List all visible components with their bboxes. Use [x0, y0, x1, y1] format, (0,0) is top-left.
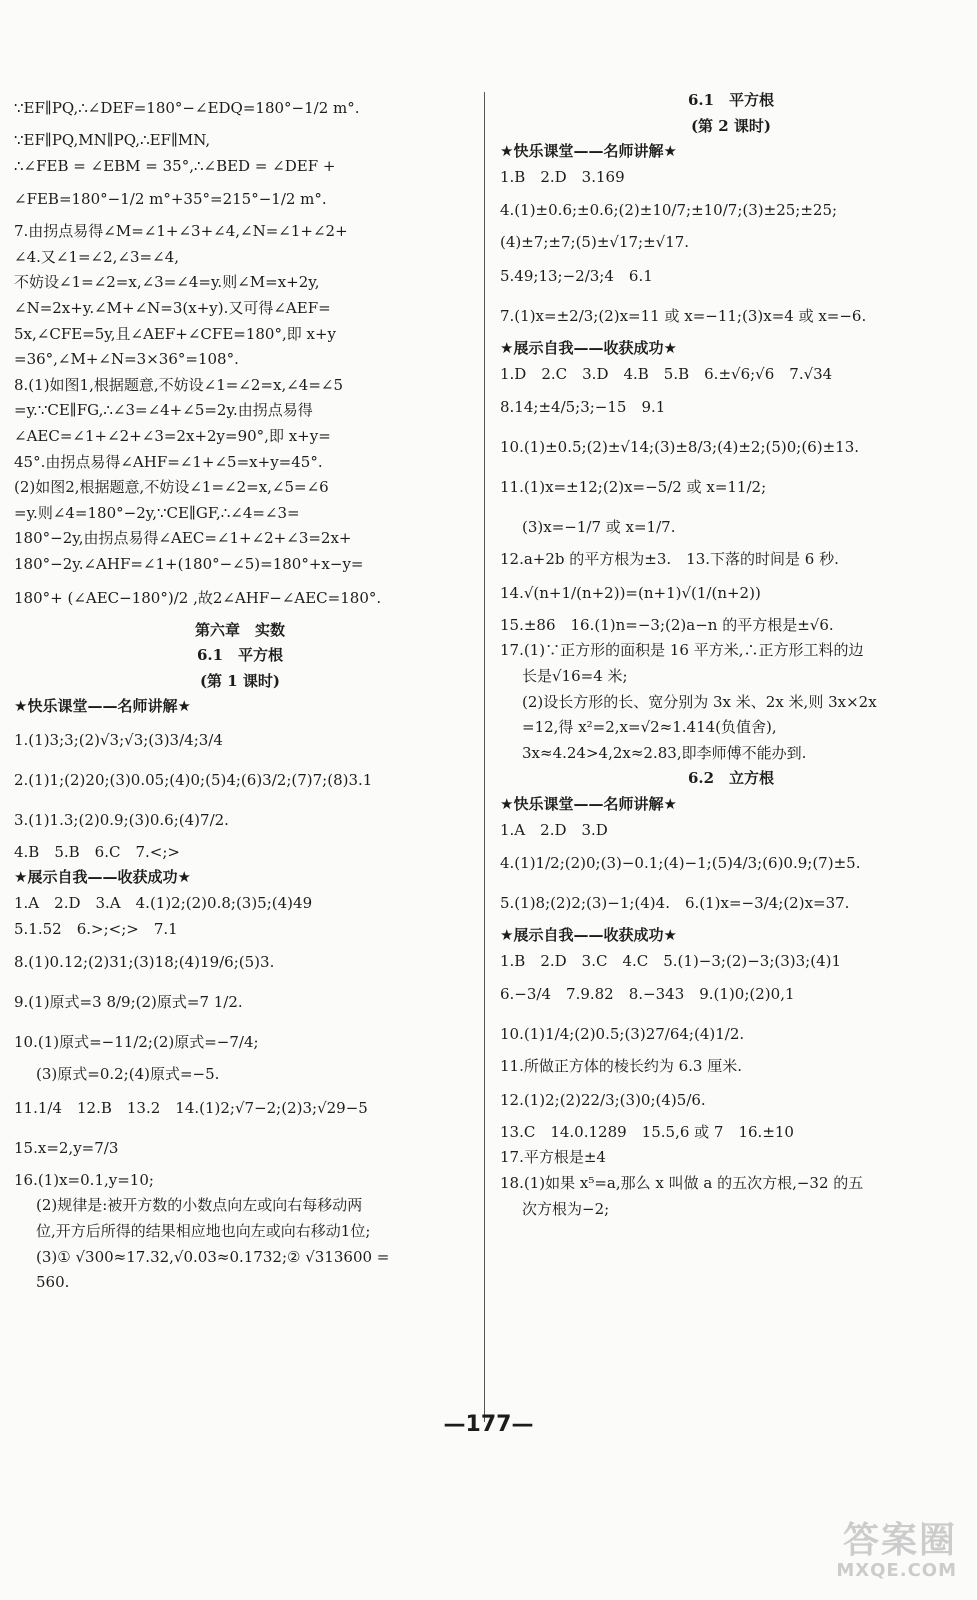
watermark-url: MXQE.COM [836, 1560, 957, 1581]
answer-line: ∠4.又∠1=∠2,∠3=∠4, [14, 247, 180, 266]
answer-line: 7.由拐点易得∠M=∠1+∠3+∠4,∠N=∠1+∠2+ [14, 222, 348, 241]
answer-line: ∠N=2x+y.∠M+∠N=3(x+y).又可得∠AEF= [14, 298, 331, 317]
answer-line: 2.(1)1;(2)20;(3)0.05;(4)0;(5)4;(6)3/2;(7)7;(8)3.1 [14, 770, 373, 789]
answer-line: ∠FEB=180°−1/2 m°+35°=215°−1/2 m°. [14, 190, 327, 209]
answer-line: 4.B 5.B 6.C 7.<;> [14, 842, 180, 861]
answer-line: 13.C 14.0.1289 15.5,6 或 7 16.±10 [500, 1122, 794, 1141]
answer-line: 7.(1)x=±2/3;(2)x=11 或 x=−11;(3)x=4 或 x=−6. [500, 306, 867, 325]
answer-line: 560. [36, 1273, 70, 1292]
answer-line: 8.(1)如图1,根据题意,不妨设∠1=∠2=x,∠4=∠5 [14, 375, 344, 394]
answer-line: 15.±86 16.(1)n=−3;(2)a−n 的平方根是±√6. [500, 615, 834, 634]
answer-line: 11.所做正方体的棱长约为 6.3 厘米. [500, 1057, 743, 1076]
answer-line: 5.1.52 6.>;<;> 7.1 [14, 919, 178, 938]
answer-line: 12.a+2b 的平方根为±3. 13.下落的时间是 6 秒. [500, 550, 839, 569]
watermark-logo [757, 1522, 957, 1586]
answer-line: 10.(1)±0.5;(2)±√14;(3)±8/3;(4)±2;(5)0;(6)±13. [500, 438, 860, 457]
answer-line: 45°.由拐点易得∠AHF=∠1+∠5=x+y=45°. [14, 452, 323, 471]
answer-line: 17.(1)∵正方形的面积是 16 平方米,∴正方形工料的边 [500, 641, 864, 660]
answer-line: 第六章 实数 [194, 620, 285, 639]
answer-line: 12.(1)2;(2)22/3;(3)0;(4)5/6. [500, 1090, 706, 1109]
answer-line: ★展示自我——收获成功★ [500, 926, 677, 945]
answer-line: (2)设长方形的长、宽分别为 3x 米、2x 米,则 3x×2x [522, 692, 877, 711]
answer-line: 15.x=2,y=7/3 [14, 1138, 119, 1157]
answer-line: 17.平方根是±4 [500, 1148, 606, 1167]
answer-line: 1.B 2.D 3.169 [500, 167, 625, 186]
answer-line: (2)如图2,根据题意,不妨设∠1=∠2=x,∠5=∠6 [14, 478, 329, 497]
answer-line: 10.(1)1/4;(2)0.5;(3)27/64;(4)1/2. [500, 1025, 745, 1044]
answer-line: 8.14;±4/5;3;−15 9.1 [500, 398, 666, 417]
answer-line: 180°−2y,由拐点易得∠AEC=∠1+∠2+∠3=2x+ [14, 529, 352, 548]
answer-line: 18.(1)如果 x⁵=a,那么 x 叫做 a 的五次方根,−32 的五 [500, 1174, 864, 1193]
answer-line: 位,开方后所得的结果相应地也向左或向右移动1位; [36, 1222, 371, 1241]
answer-line: ★快乐课堂——名师讲解★ [500, 794, 677, 813]
answer-line: (2)规律是:被开方数的小数点向左或向右每移动两 [36, 1196, 363, 1215]
page-number: —177— [443, 1412, 534, 1437]
answer-line: 4.(1)±0.6;±0.6;(2)±10/7;±10/7;(3)±25;±25; [500, 201, 838, 220]
answer-line: 10.(1)原式=−11/2;(2)原式=−7/4; [14, 1033, 259, 1052]
answer-line: =12,得 x²=2,x=√2≈1.414(负值舍), [522, 718, 777, 737]
answer-line: 9.(1)原式=3 8/9;(2)原式=7 1/2. [14, 993, 243, 1012]
answer-line: 11.(1)x=±12;(2)x=−5/2 或 x=11/2; [500, 478, 767, 497]
answer-line: 3x≈4.24>4,2x≈2.83,即李师傅不能办到. [522, 743, 807, 762]
answer-line: 1.D 2.C 3.D 4.B 5.B 6.±√6;√6 7.√34 [500, 364, 833, 383]
answer-line: ★展示自我——收获成功★ [500, 338, 677, 357]
answer-line: 3.(1)1.3;(2)0.9;(3)0.6;(4)7/2. [14, 810, 229, 829]
answer-line: =y.∵CE∥FG,∴∠3=∠4+∠5=2y.由拐点易得 [14, 401, 313, 420]
answer-line: 1.(1)3;3;(2)√3;√3;(3)3/4;3/4 [14, 730, 223, 749]
answer-line: 5x,∠CFE=5y,且∠AEF+∠CFE=180°,即 x+y [14, 324, 337, 343]
answer-line: ∴∠FEB = ∠EBM = 35°,∴∠BED = ∠DEF + [14, 156, 336, 175]
answer-line: 长是√16=4 米; [522, 666, 628, 685]
answer-line: 1.A 2.D 3.D [500, 820, 608, 839]
answer-line: (3)原式=0.2;(4)原式=−5. [36, 1065, 220, 1084]
answer-line: =y.则∠4=180°−2y,∵CE∥GF,∴∠4=∠3= [14, 503, 300, 522]
answer-line: 6.2 立方根 [687, 769, 775, 788]
answer-line: 5.(1)8;(2)2;(3)−1;(4)4. 6.(1)x=−3/4;(2)x=37. [500, 894, 850, 913]
answer-line: 4.(1)1/2;(2)0;(3)−0.1;(4)−1;(5)4/3;(6)0.9;(7)±5. [500, 854, 861, 873]
answer-line: 14.√(n+1/(n+2))=(n+1)√(1/(n+2)) [500, 583, 761, 602]
answer-line: 8.(1)0.12;(2)31;(3)18;(4)19/6;(5)3. [14, 953, 275, 972]
answer-line: 5.49;13;−2/3;4 6.1 [500, 266, 653, 285]
answer-line: 1.A 2.D 3.A 4.(1)2;(2)0.8;(3)5;(4)49 [14, 894, 313, 913]
answer-line: (3)x=−1/7 或 x=1/7. [522, 518, 676, 537]
answer-line: 11.1/4 12.B 13.2 14.(1)2;√7−2;(2)3;√29−5 [14, 1098, 368, 1117]
left-column [14, 88, 466, 1296]
column-divider [484, 92, 485, 1422]
answer-line: 6.1 平方根 [687, 91, 775, 109]
answer-line: 6.−3/4 7.9.82 8.−343 9.(1)0;(2)0,1 [500, 985, 795, 1004]
right-column [500, 88, 962, 1222]
answer-line: (4)±7;±7;(5)±√17;±√17. [500, 233, 690, 252]
answer-line: 次方根为−2; [522, 1199, 610, 1218]
answer-line: 16.(1)x=0.1,y=10; [14, 1170, 154, 1189]
answer-line: ★展示自我——收获成功★ [14, 868, 191, 887]
answer-line: ∵EF∥PQ,∴∠DEF=180°−∠EDQ=180°−1/2 m°. [14, 99, 360, 117]
watermark-text: 答案圈 [842, 1520, 957, 1561]
answer-line: ∵EF∥PQ,MN∥PQ,∴EF∥MN, [14, 131, 211, 149]
answer-line: (第 2 课时) [690, 116, 772, 135]
answer-line: (3)① √300≈17.32,√0.03≈0.1732;② √313600 = [36, 1247, 390, 1266]
answer-line: =36°,∠M+∠N=3×36°=108°. [14, 350, 239, 369]
answer-line: 不妨设∠1=∠2=x,∠3=∠4=y.则∠M=x+2y, [14, 273, 320, 292]
answer-line: 1.B 2.D 3.C 4.C 5.(1)−3;(2)−3;(3)3;(4)1 [500, 951, 842, 970]
answer-line: 180°+ (∠AEC−180°)/2 ,故2∠AHF−∠AEC=180°. [14, 588, 382, 607]
answer-line: ∠AEC=∠1+∠2+∠3=2x+2y=90°,即 x+y= [14, 426, 331, 445]
answer-line: ★快乐课堂——名师讲解★ [14, 697, 191, 716]
answer-line: ★快乐课堂——名师讲解★ [500, 142, 677, 161]
answer-line: (第 1 课时) [199, 671, 281, 690]
answer-line: 6.1 平方根 [196, 646, 284, 665]
answer-line: 180°−2y.∠AHF=∠1+(180°−∠5)=180°+x−y= [14, 554, 364, 573]
